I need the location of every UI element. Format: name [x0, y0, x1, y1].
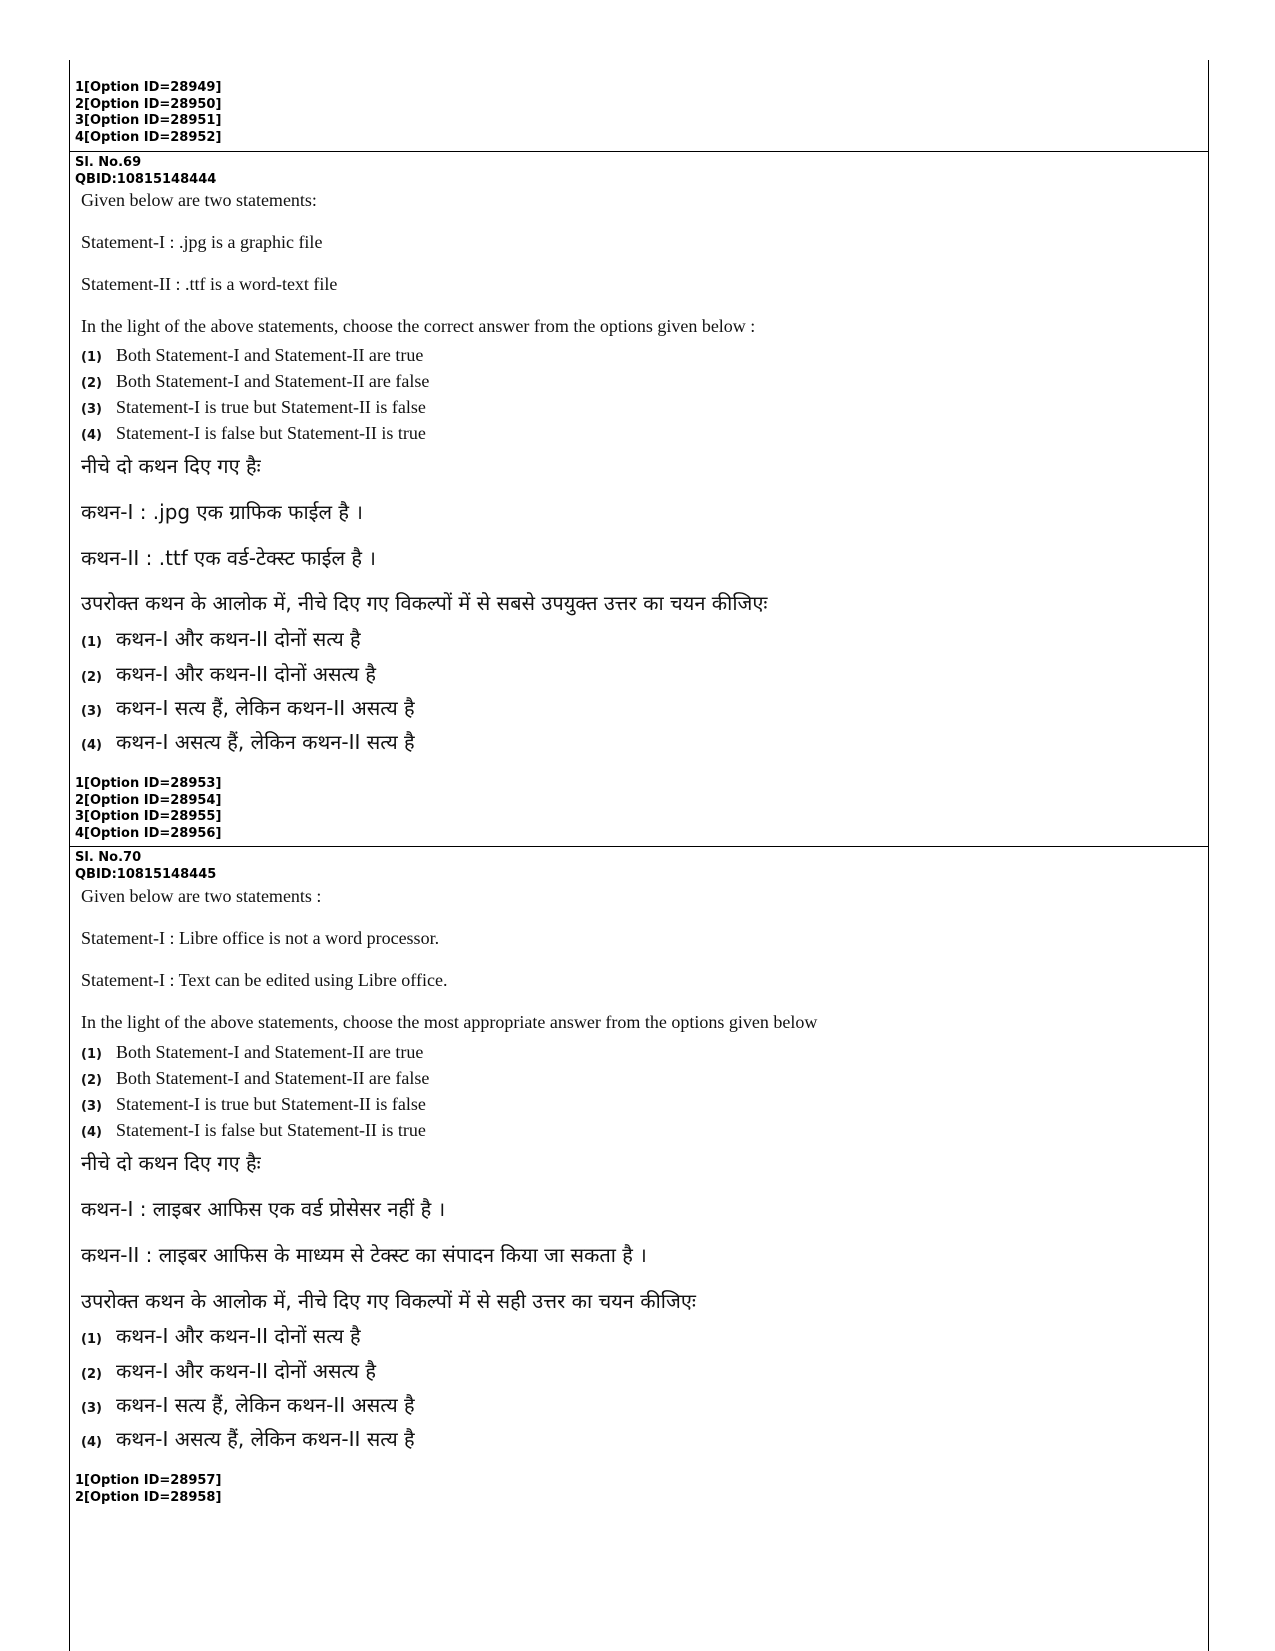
instruction-hi: उपरोक्त कथन के आलोक में, नीचे दिए गए विकल्पों में से सबसे उपयुक्त उत्तर का चयन कीजिएः [81, 591, 768, 615]
option-id: 1[Option ID=28953] [75, 776, 222, 791]
option-text: कथन-I और कथन-II दोनों सत्य है [116, 1324, 361, 1348]
option-id-list [75, 1473, 221, 1506]
statement-2-hi: कथन-II : लाइबर आफिस के माध्यम से टेक्स्ट का संपादन किया जा सकता है । [81, 1243, 647, 1267]
option-hi [81, 1391, 415, 1418]
option-text: Both Statement-I and Statement-II are false [116, 1068, 430, 1088]
question-intro-en: Given below are two statements: [81, 190, 317, 210]
option-number: (3) [81, 1401, 102, 1416]
option-id: 3[Option ID=28951] [75, 113, 222, 128]
option-hi [81, 728, 415, 755]
option-number: (1) [81, 1047, 102, 1062]
instruction-hi: उपरोक्त कथन के आलोक में, नीचे दिए गए विकल्पों में से सही उत्तर का चयन कीजिएः [81, 1289, 696, 1313]
option-hi [81, 660, 376, 687]
option-text: Both Statement-I and Statement-II are false [116, 371, 430, 391]
option-text: कथन-I और कथन-II दोनों असत्य है [116, 662, 376, 686]
divider [69, 151, 1209, 152]
qbid: QBID:10815148444 [75, 171, 217, 187]
option-en [81, 1068, 429, 1089]
option-number: (2) [81, 670, 102, 685]
statement-1-en: Statement-I : .jpg is a graphic file [81, 232, 323, 252]
option-en [81, 345, 423, 366]
option-id: 2[Option ID=28958] [75, 1489, 222, 1505]
option-hi [81, 694, 415, 721]
divider [69, 846, 1209, 847]
question-intro-hi: नीचे दो कथन दिए गए हैः [81, 454, 261, 478]
option-hi [81, 1322, 361, 1349]
question-intro-en: Given below are two statements : [81, 886, 322, 906]
option-text: Statement-I is true but Statement-II is false [116, 1094, 426, 1114]
option-number: (4) [81, 738, 102, 753]
option-text: कथन-I और कथन-II दोनों सत्य है [116, 627, 361, 651]
option-en [81, 397, 426, 418]
option-hi [81, 625, 361, 652]
option-text: कथन-I असत्य हैं, लेकिन कथन-II सत्य है [116, 730, 415, 754]
option-id-list [75, 776, 221, 842]
option-text: Statement-I is false but Statement-II is true [116, 423, 426, 443]
instruction-en: In the light of the above statements, choose the correct answer from the options given below : [81, 316, 756, 336]
option-number: (3) [81, 704, 102, 719]
option-text: कथन-I सत्य हैं, लेकिन कथन-II असत्य है [116, 696, 415, 720]
question-intro-hi: नीचे दो कथन दिए गए हैः [81, 1151, 261, 1175]
option-id: 4[Option ID=28952] [75, 129, 222, 145]
option-text: Statement-I is false but Statement-II is true [116, 1120, 426, 1140]
option-number: (2) [81, 1367, 102, 1382]
option-en [81, 423, 426, 444]
statement-2-en: Statement-I : Text can be edited using Libre office. [81, 970, 448, 990]
option-text: Statement-I is true but Statement-II is false [116, 397, 426, 417]
option-text: कथन-I सत्य हैं, लेकिन कथन-II असत्य है [116, 1393, 415, 1417]
option-hi [81, 1357, 376, 1384]
option-id: 4[Option ID=28956] [75, 825, 222, 841]
option-number: (4) [81, 428, 102, 443]
question-header [75, 155, 216, 188]
option-text: Both Statement-I and Statement-II are true [116, 1042, 424, 1062]
option-text: कथन-I और कथन-II दोनों असत्य है [116, 1359, 376, 1383]
option-number: (1) [81, 635, 102, 650]
option-number: (3) [81, 402, 102, 417]
option-number: (2) [81, 1073, 102, 1088]
statement-1-en: Statement-I : Libre office is not a word processor. [81, 928, 440, 948]
option-id: 1[Option ID=28949] [75, 80, 222, 95]
option-number: (3) [81, 1099, 102, 1114]
option-text: कथन-I असत्य हैं, लेकिन कथन-II सत्य है [116, 1427, 415, 1451]
option-id: 2[Option ID=28954] [75, 792, 222, 808]
option-id: 2[Option ID=28950] [75, 96, 222, 112]
instruction-en: In the light of the above statements, choose the most appropriate answer from the options given below [81, 1012, 818, 1032]
qbid: QBID:10815148445 [75, 866, 217, 882]
option-en [81, 1094, 426, 1115]
statement-1-hi: कथन-I : .jpg एक ग्राफिक फाईल है । [81, 500, 363, 524]
option-id: 1[Option ID=28957] [75, 1473, 222, 1488]
option-number: (4) [81, 1125, 102, 1140]
option-hi [81, 1425, 415, 1452]
prev-option-id-list [75, 80, 221, 146]
option-number: (2) [81, 376, 102, 391]
statement-2-hi: कथन-II : .ttf एक वर्ड-टेक्स्ट फाईल है । [81, 546, 376, 570]
option-id: 3[Option ID=28955] [75, 809, 222, 824]
serial-number: Sl. No.70 [75, 850, 142, 865]
question-header [75, 850, 216, 883]
serial-number: Sl. No.69 [75, 155, 142, 170]
option-en [81, 1042, 423, 1063]
statement-2-en: Statement-II : .ttf is a word-text file [81, 274, 338, 294]
option-number: (4) [81, 1435, 102, 1450]
option-en [81, 1120, 426, 1141]
statement-1-hi: कथन-I : लाइबर आफिस एक वर्ड प्रोसेसर नहीं है । [81, 1197, 446, 1221]
option-text: Both Statement-I and Statement-II are true [116, 345, 424, 365]
option-number: (1) [81, 350, 102, 365]
option-number: (1) [81, 1332, 102, 1347]
option-en [81, 371, 429, 392]
